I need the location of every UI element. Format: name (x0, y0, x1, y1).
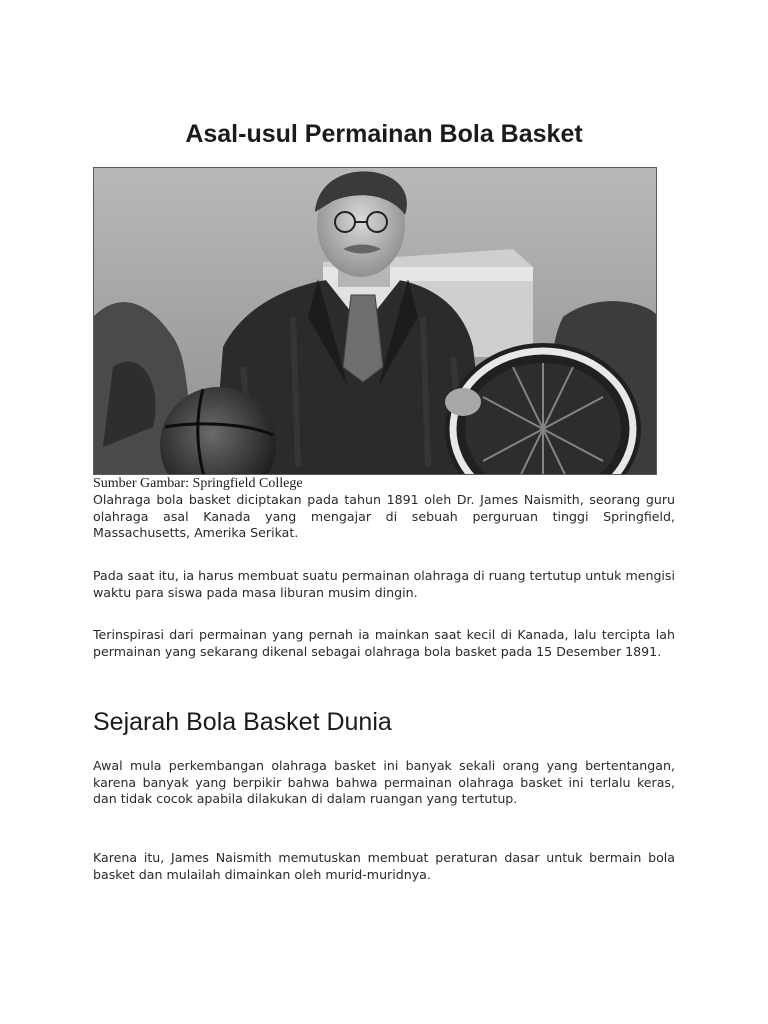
section-paragraph-1: Awal mula perkembangan olahraga basket ini banyak sekali orang yang bertentangan, karena banyak yang berpikir bahwa bahwa permainan olahraga basket ini terlalu keras, dan tidak cocok apabila dilakukan di dalam ruangan yang tertutup. (93, 758, 675, 806)
intro-paragraph-3: Terinspirasi dari permainan yang pernah ia mainkan saat kecil di Kanada, lalu tercipta lah permainan yang sekarang dikenal sebagai olahraga bola basket pada 15 Desember 1891. (93, 627, 675, 659)
section-heading: Sejarah Bola Basket Dunia (93, 708, 392, 736)
intro-paragraph-1-text-b: olahraga asal Kanada yang mengajar di sebuah perguruan tinggi Springfield, Massachusetts, Amerika Serikat. (93, 508, 675, 540)
intro-paragraph-1-text-a: Olahraga bola basket diciptakan pada tahun 1891 oleh Dr. James Naismith, seorang (93, 492, 646, 507)
guru-link[interactable]: guru (645, 492, 675, 507)
intro-paragraph-1 (93, 492, 675, 542)
intro-paragraph-2: Pada saat itu, ia harus membuat suatu permainan olahraga di ruang tertutup untuk mengisi waktu para siswa pada masa liburan musim dingin. (93, 568, 675, 600)
section-paragraph-2: Karena itu, James Naismith memutuskan membuat peraturan dasar untuk bermain bola basket dan mulailah dimainkan oleh murid-muridnya. (93, 850, 675, 882)
photo-caption: Sumber Gambar: Springfield College (93, 476, 303, 491)
historical-photo (93, 167, 657, 475)
photo-naismith-with-basket (93, 167, 657, 475)
document-title: Asal-usul Permainan Bola Basket (185, 120, 583, 148)
